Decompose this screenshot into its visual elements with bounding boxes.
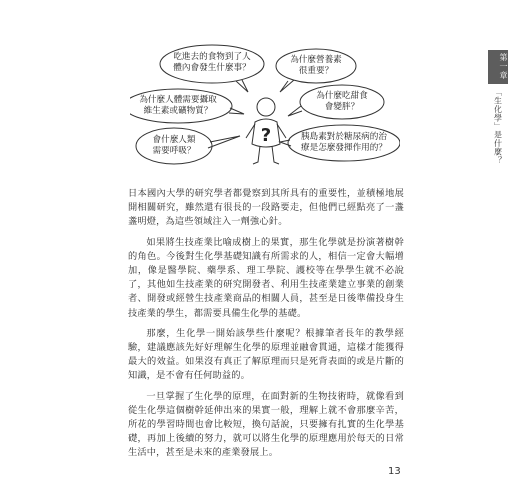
paragraph: 日本國內大學的研究學者都覺察到其所具有的重要性，並積極地展開相關研究，雖然還有很長的一段路要走，但他們已經點亮了一盞盞明燈，為這些領域注入一劑強心針。 [128, 188, 404, 228]
paragraph: 那麼，生化學一開始該學些什麼呢？根據筆者長年的教學經驗，建議應該先好好理解生化學的原理並融會貫通，這樣才能獲得最大的效益。如果沒有真正了解原理而只是死背表面的或是片斷的知識，是不會有任何助益的。 [128, 327, 404, 382]
paragraph: 一旦掌握了生化學的原理，在面對新的生物技術時，就像看到從生化學這個樹幹延伸出來的果實一般，理解上就不會那麼辛苦，所花的學習時間也會比較短，換句話說，只要擁有扎實的生化學基礎，再加上後續的努力，就可以將生化學的原理應用於每天的日常生活中，甚至是未來的產業發展上。 [128, 390, 404, 459]
bubble-text: 吃進去的食物到了人 體內會發生什麼事？ [173, 52, 251, 73]
illustration [130, 40, 400, 180]
bubble-text: 胰島素對於糖尿病的治 療是怎麼發揮作用的？ [301, 132, 387, 153]
bubble-text: 為什麼人體需要攝取 維生素或礦物質？ [139, 95, 217, 116]
bubble-text: 為什麼營養素 很重要？ [290, 55, 342, 76]
chapter-title: 「生化學」是什麼？ [493, 88, 503, 165]
chapter-side-tab [488, 50, 508, 165]
bubble-text: 會什麼人類 需要呼吸？ [152, 135, 196, 156]
page-number: 13 [388, 466, 401, 477]
question-mark: ? [260, 125, 272, 146]
body-text [128, 187, 404, 467]
chapter-label: 第一章 [488, 50, 508, 84]
bubble-text: 為什麼吃甜食 會變胖？ [316, 91, 368, 112]
paragraph: 如果將生技產業比喻成樹上的果實，那生化學就是扮演著樹幹的角色。今後對生化學基礎知識有所需求的人，相信一定會大幅增加，像是醫學院、藥學系、理工學院、護校等在學學生就不必說了，其他如生技產業的研究開發者、利用生技產業建立事業的創業者、開發或經營生技產業商品的相關人員，甚至是日後準備投身生技產業的學生，都需要具備生化學的基礎。 [128, 236, 404, 319]
